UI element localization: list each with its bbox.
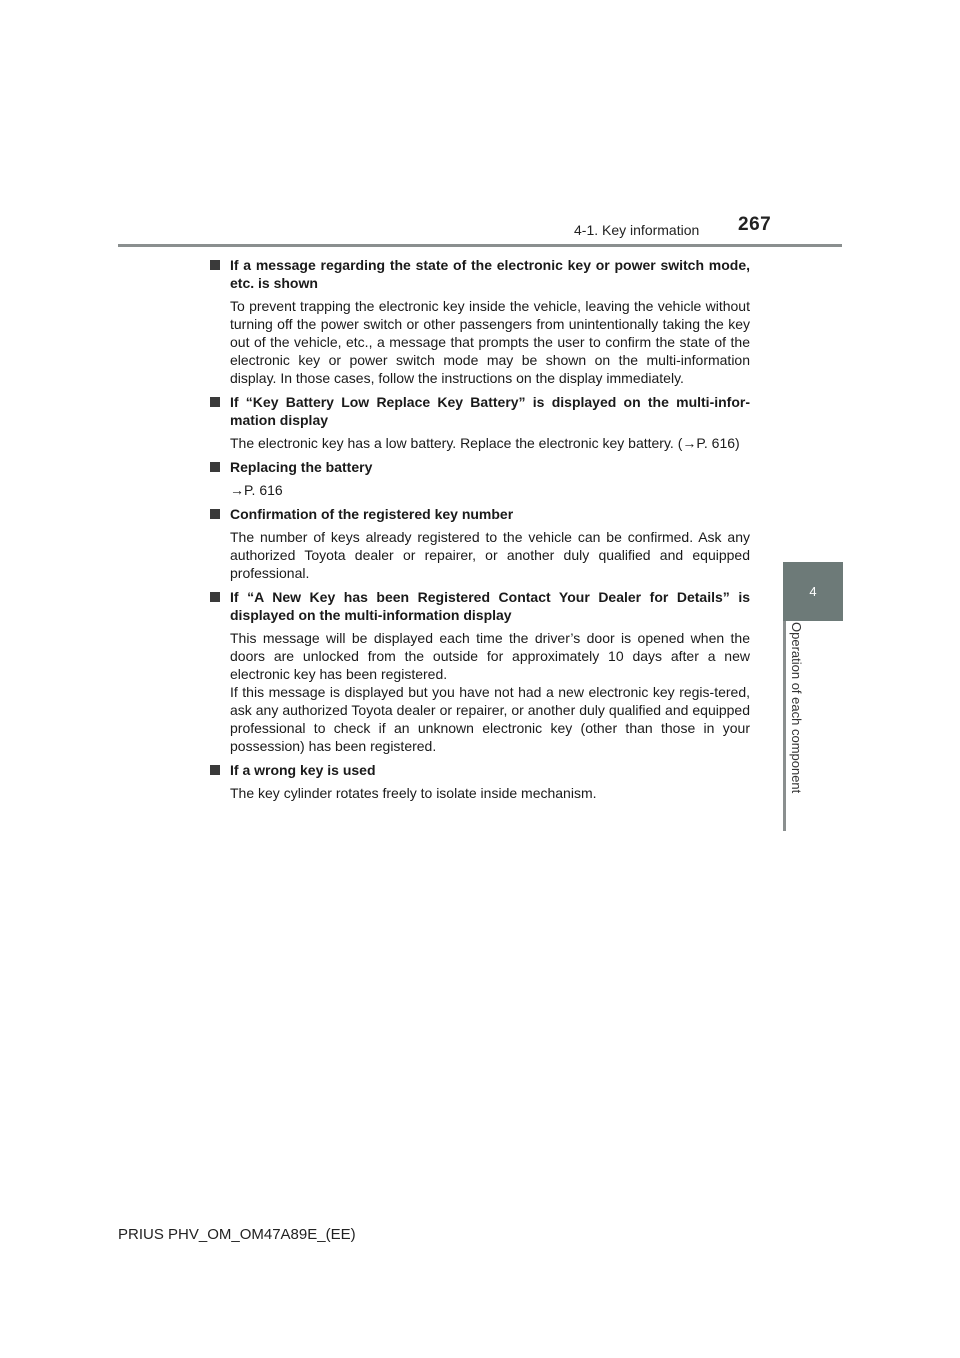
item-heading-text: If “A New Key has been Registered Contact Your Dealer for Details” is displayed on the multi-information display — [230, 589, 750, 623]
list-item — [210, 256, 750, 387]
square-bullet-icon — [210, 765, 220, 775]
list-item — [210, 505, 750, 582]
square-bullet-icon — [210, 462, 220, 472]
list-item — [210, 458, 750, 499]
main-content — [210, 256, 750, 808]
item-body — [210, 528, 750, 582]
item-heading-text: If a wrong key is used — [230, 762, 376, 778]
item-heading-text: If “Key Battery Low Replace Key Battery” is displayed on the multi-infor-mation display — [230, 394, 750, 428]
square-bullet-icon — [210, 260, 220, 270]
square-bullet-icon — [210, 592, 220, 602]
item-heading-text: If a message regarding the state of the electronic key or power switch mode, etc. is shown — [230, 257, 750, 291]
document-id-footer: PRIUS PHV_OM_OM47A89E_(EE) — [118, 1226, 356, 1243]
item-body — [210, 784, 750, 802]
item-heading — [210, 505, 750, 523]
item-heading — [210, 761, 750, 779]
item-body — [210, 434, 750, 452]
item-body — [210, 297, 750, 387]
item-paragraph: The number of keys already registered to the vehicle can be confirmed. Ask any authorized Toyota dealer or repairer, or another duly qualified and equipped professional. — [230, 529, 750, 581]
chapter-tab-number: 4 — [783, 562, 843, 621]
item-body — [210, 629, 750, 755]
item-heading — [210, 588, 750, 624]
item-paragraph: This message will be displayed each time the driver’s door is opened when the doors are unlocked from the outside for approximately 10 days after a new electronic key has been registered. — [230, 630, 750, 682]
item-body — [210, 481, 750, 499]
square-bullet-icon — [210, 509, 220, 519]
chapter-title: Operation of each component — [789, 622, 804, 794]
item-heading-text: Replacing the battery — [230, 459, 373, 475]
item-paragraph: The key cylinder rotates freely to isolate inside mechanism. — [230, 785, 597, 801]
item-heading — [210, 393, 750, 429]
item-heading — [210, 458, 750, 476]
item-paragraph: To prevent trapping the electronic key inside the vehicle, leaving the vehicle without turning off the power switch or other passengers from unintentionally taking the key out of the vehicle, etc., a message that prompts the user to confirm the state of the electronic key or power switch mode may be shown on the multi-information display. In those cases, follow the instructions on the display immediately. — [230, 298, 750, 386]
square-bullet-icon — [210, 397, 220, 407]
list-item — [210, 393, 750, 452]
item-paragraph: The electronic key has a low battery. Replace the electronic key battery. (→P. 616) — [230, 435, 740, 451]
section-title: 4-1. Key information — [574, 222, 700, 238]
page-reference-link[interactable]: →P. 616 — [230, 482, 283, 498]
list-item — [210, 588, 750, 755]
list-item — [210, 761, 750, 802]
item-paragraph: If this message is displayed but you have not had a new electronic key regis-tered, ask any authorized Toyota dealer or repairer, or another duly qualified and equipped professional to check if an unknown electronic key (other than those in your possession) has been registered. — [230, 684, 750, 754]
page-number: 267 — [738, 214, 772, 235]
item-heading-text: Confirmation of the registered key number — [230, 506, 514, 522]
header-divider — [118, 244, 842, 247]
item-heading — [210, 256, 750, 292]
